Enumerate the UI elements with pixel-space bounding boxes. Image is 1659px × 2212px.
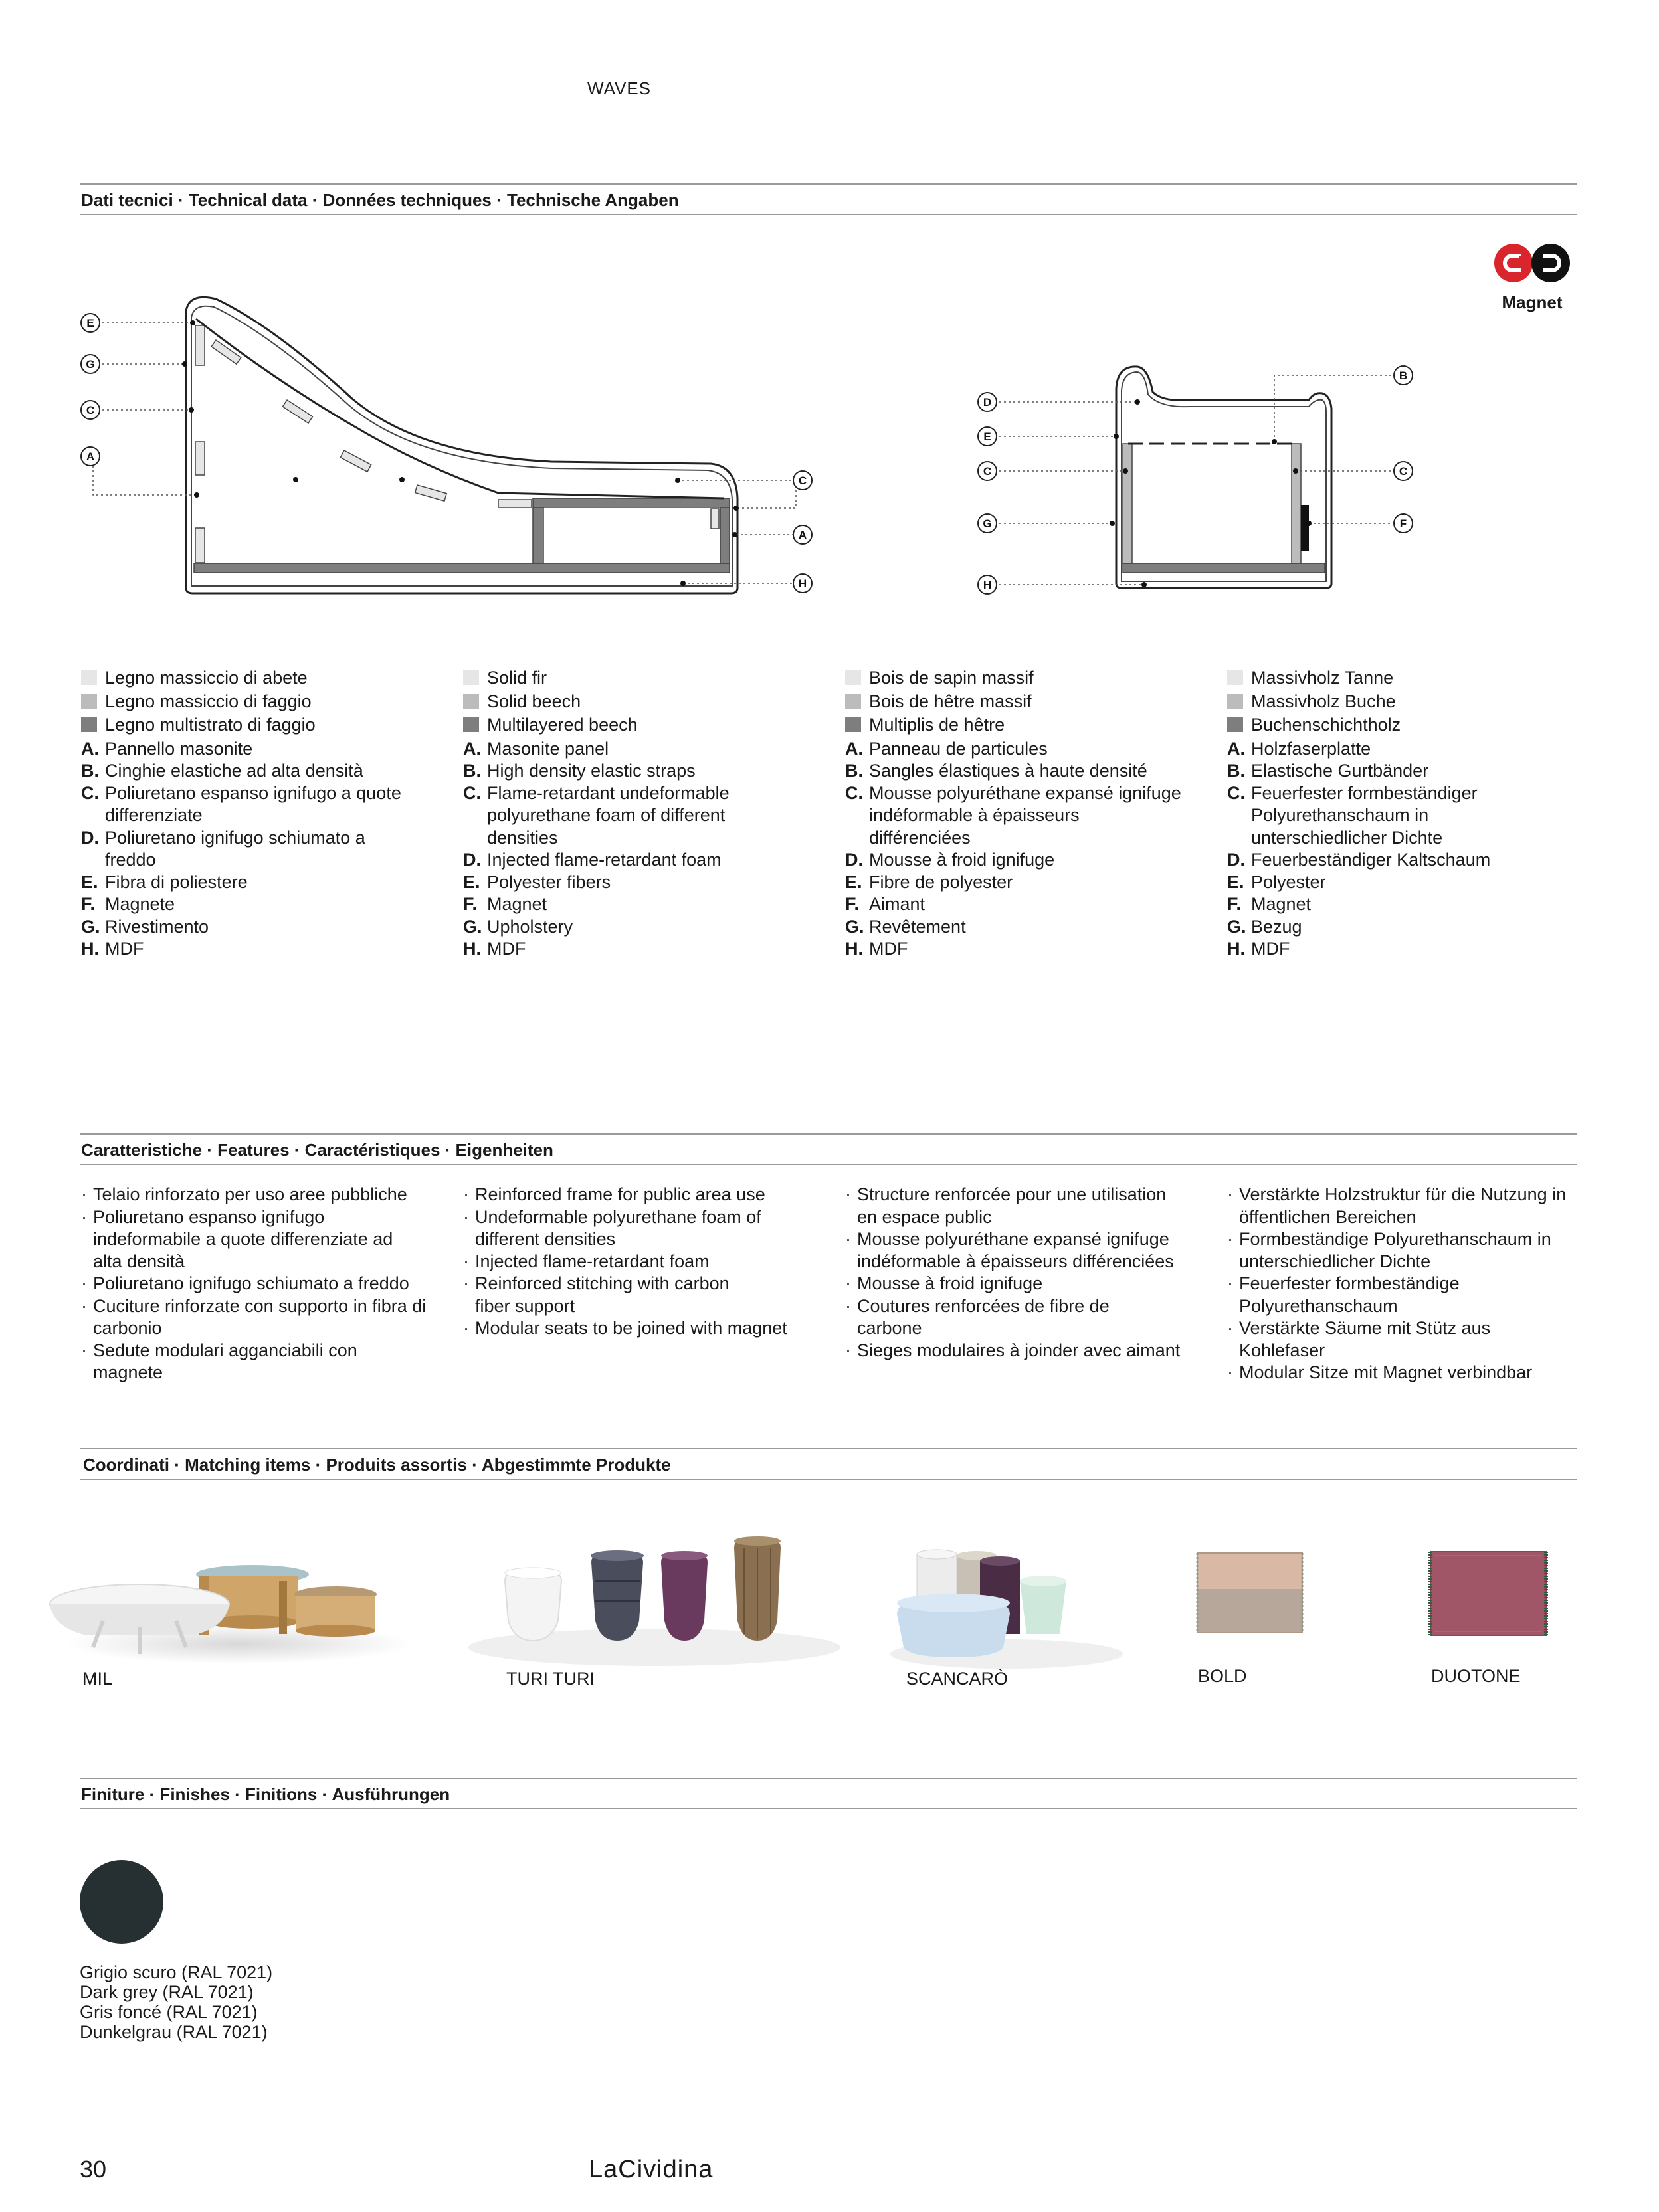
legend-item: Legno massiccio di faggio [105, 691, 312, 711]
legend-item: Bois de hêtre massif [869, 691, 1032, 711]
side-section-diagram [73, 286, 837, 604]
swatch-multilayer [1227, 717, 1243, 732]
legend-column-fr: Bois de sapin massif Bois de hêtre massif Multiplis de hêtre A. Panneau de particules B. Sangles élastiques à haute densité C. Mousse polyuréthane expansé ignifuge indéformable à épaisseurs différenciées D. Mousse à froid ignifuge E. Fibre de polyester F. Aimant G. Revêtement H. MDF [845, 667, 1204, 961]
section-rule-top [80, 1133, 1577, 1135]
product-label-scancaro: SCANCARÒ [906, 1669, 1009, 1689]
finish-swatch-dark-grey[interactable] [80, 1860, 163, 1944]
legend-item: Cinghie elastiche ad alta densità [105, 761, 363, 781]
product-label-bold: BOLD [1198, 1666, 1247, 1686]
legend-item: Fibra di poliestere [105, 872, 248, 892]
feature-item: Coutures renforcées de fibre de carbone [857, 1295, 1110, 1338]
front-label-f: F [1399, 517, 1407, 530]
legend-item: Rivestimento [105, 916, 209, 937]
swatch-multilayer [463, 717, 479, 732]
features-column-de: · Verstärkte Holzstruktur für die Nutzung in öffentlichen Bereichen · Formbeständige Polyurethanschaum in unterschiedlicher Dichte · Feuerfester formbeständige Polyurethanschaum · Verstärkte Säume mit Stütz aus Kohlefaser · Modular Sitze mit Magnet verbindbar [1227, 1184, 1579, 1384]
product-image-turi-turi [452, 1508, 857, 1674]
features-column-fr: · Structure renforcée pour une utilisation en espace public · Mousse polyuréthane expansé ignifuge indéformable à épaisseurs différenciées · Mousse à froid ignifuge · Coutures renforcées de fibre de carbone · Sieges modulaires à joinder avec aimant [845, 1184, 1204, 1362]
legend-item: MDF [869, 939, 908, 959]
swatch-beech [463, 694, 479, 709]
legend-item: Revêtement [869, 916, 966, 937]
legend-item: Feuerfester formbeständiger Polyurethanschaum in unterschiedlicher Dichte [1251, 783, 1478, 848]
side-label-a2: A [798, 529, 807, 541]
legend-item: Poliuretano ignifugo schiumato a freddo [105, 827, 365, 870]
feature-item: Sieges modulaires à joinder avec aimant [857, 1340, 1181, 1360]
legend-item: Injected flame-retardant foam [487, 850, 722, 870]
front-section-diagram [963, 352, 1428, 604]
product-image-scancaro [884, 1534, 1129, 1674]
legend-item: Buchenschichtholz [1251, 715, 1401, 735]
feature-item: Verstärkte Säume mit Stütz aus Kohlefaser [1239, 1318, 1491, 1360]
legend-item: Polyester fibers [487, 872, 611, 892]
legend-item: Fibre de polyester [869, 872, 1013, 892]
legend-item: Legno multistrato di faggio [105, 715, 316, 735]
side-label-c: C [86, 404, 95, 416]
feature-item: Modular Sitze mit Magnet verbindbar [1239, 1362, 1533, 1382]
feature-item: Structure renforcée pour une utilisation en espace public [857, 1184, 1167, 1227]
feature-item: Injected flame-retardant foam [475, 1251, 710, 1271]
finish-label-fr: Gris foncé (RAL 7021) [80, 2002, 258, 2022]
feature-item: Verstärkte Holzstruktur für die Nutzung in öffentlichen Bereichen [1239, 1184, 1567, 1227]
swatch-multilayer [81, 717, 97, 732]
features-column-en: · Reinforced frame for public area use · Undeformable polyurethane foam of different densities · Injected flame-retardant foam · Reinforced stitching with carbon fiber support · Modular seats to be joined with magnet [463, 1184, 822, 1340]
section-rule-top [80, 1778, 1577, 1779]
section-rule-bottom [80, 1164, 1577, 1165]
product-image-duotone [1425, 1549, 1551, 1639]
feature-item: Cuciture rinforzate con supporto in fibra di carbonio [93, 1295, 427, 1338]
finish-label-de: Dunkelgrau (RAL 7021) [80, 2022, 268, 2042]
legend-item: Elastische Gurtbänder [1251, 761, 1429, 781]
legend-item: Polyester [1251, 872, 1326, 892]
page-header-title: WAVES [587, 78, 652, 98]
front-label-e: E [983, 430, 991, 443]
magnet-label: Magnet [1502, 292, 1563, 312]
front-label-d: D [983, 396, 992, 409]
side-label-h: H [798, 577, 807, 590]
front-label-c: C [983, 465, 992, 478]
finish-labels [80, 1962, 272, 2042]
section-title-finishes: Finiture · Finishes · Finitions · Ausführungen [81, 1784, 450, 1804]
legend-item: Flame-retardant undeformable polyurethane foam of different densities [487, 783, 730, 848]
legend-item: Multiplis de hêtre [869, 715, 1005, 735]
legend-item: Solid beech [487, 691, 581, 711]
magnet-icon [1494, 243, 1571, 283]
section-rule-top [80, 183, 1577, 185]
features-column-it: · Telaio rinforzato per uso aree pubbliche · Poliuretano espanso ignifugo indeformabile a quote differenziate ad alta densità · Poliuretano ignifugo schiumato a freddo · Cuciture rinforzate con supporto in fibra di carbonio · Sedute modulari agganciabili con magnete [81, 1184, 440, 1384]
side-label-a: A [86, 450, 95, 463]
swatch-multilayer [845, 717, 861, 732]
front-label-h: H [983, 579, 992, 591]
swatch-fir [1227, 670, 1243, 685]
legend-item: Bois de sapin massif [869, 668, 1034, 688]
feature-item: Mousse à froid ignifuge [857, 1273, 1043, 1293]
legend-column-en: Solid fir Solid beech Multilayered beech A. Masonite panel B. High density elastic straps C. Flame-retardant undeformable polyurethane foam of different densities D. Injected flame-retardant foam E. Polyester fibers F. Magnet G. Upholstery H. MDF [463, 667, 822, 961]
feature-item: Modular seats to be joined with magnet [475, 1318, 787, 1338]
product-image-mil [40, 1521, 412, 1674]
legend-item: Masonite panel [487, 738, 609, 759]
side-label-e: E [86, 317, 94, 329]
front-label-c2: C [1399, 465, 1408, 478]
feature-item: Telaio rinforzato per uso aree pubbliche [93, 1184, 407, 1204]
swatch-fir [463, 670, 479, 685]
product-label-mil: MIL [82, 1669, 113, 1689]
product-label-duotone: DUOTONE [1431, 1666, 1521, 1686]
swatch-fir [81, 670, 97, 685]
legend-item: Pannello masonite [105, 738, 253, 759]
feature-item: Mousse polyuréthane expansé ignifuge indéformable à épaisseurs différenciées [857, 1229, 1174, 1271]
swatch-beech [845, 694, 861, 709]
swatch-fir [845, 670, 861, 685]
legend-item: MDF [1251, 939, 1290, 959]
section-rule-bottom [80, 1479, 1577, 1480]
swatch-beech [1227, 694, 1243, 709]
legend-item: Legno massiccio di abete [105, 668, 308, 688]
legend-item: Bezug [1251, 916, 1302, 937]
section-rule-bottom [80, 214, 1577, 215]
page-number: 30 [80, 2156, 107, 2183]
section-title-technical: Dati tecnici · Technical data · Données techniques · Technische Angaben [81, 190, 679, 210]
finish-label-it: Grigio scuro (RAL 7021) [80, 1962, 273, 1982]
section-rule-top [80, 1448, 1577, 1449]
legend-item: Upholstery [487, 916, 573, 937]
legend-item: Feuerbeständiger Kaltschaum [1251, 850, 1491, 870]
legend-column-de: Massivholz Tanne Massivholz Buche Buchenschichtholz A. Holzfaserplatte B. Elastische Gurtbänder C. Feuerfester formbeständiger Polyurethanschaum in unterschiedlicher Dichte D. Feuerbeständiger Kaltschaum E. Polyester F. Magnet G. Bezug H. MDF [1227, 667, 1586, 961]
finish-label-en: Dark grey (RAL 7021) [80, 1982, 254, 2002]
section-title-features: Caratteristiche · Features · Caractéristiques · Eigenheiten [81, 1140, 553, 1160]
feature-item: Sedute modulari agganciabili con magnete [93, 1340, 357, 1382]
feature-item: Reinforced stitching with carbon fiber support [475, 1273, 730, 1316]
feature-item: Undeformable polyurethane foam of different densities [475, 1206, 761, 1249]
feature-item: Poliuretano ignifugo schiumato a freddo [93, 1273, 409, 1293]
swatch-beech [81, 694, 97, 709]
legend-item: Sangles élastiques à haute densité [869, 761, 1147, 781]
legend-item: Mousse à froid ignifuge [869, 850, 1055, 870]
front-label-g: G [983, 517, 992, 530]
legend-item: MDF [487, 939, 526, 959]
product-image-bold [1193, 1550, 1306, 1637]
legend-item: Magnet [1251, 894, 1312, 914]
legend-item: MDF [105, 939, 144, 959]
legend-item: Magnete [105, 894, 175, 914]
legend-item: Solid fir [487, 668, 547, 688]
legend-item: Panneau de particules [869, 738, 1048, 759]
legend-item: Magnet [487, 894, 547, 914]
legend-item: High density elastic straps [487, 761, 696, 781]
side-label-g: G [86, 358, 95, 371]
legend-item: Mousse polyuréthane expansé ignifuge indéformable à épaisseurs différenciées [869, 783, 1181, 848]
legend-item: Massivholz Buche [1251, 691, 1396, 711]
legend-item: Holzfaserplatte [1251, 738, 1371, 759]
side-label-c2: C [798, 474, 807, 487]
feature-item: Poliuretano espanso ignifugo indeformabile a quote differenziate ad alta densità [93, 1206, 393, 1271]
legend-item: Massivholz Tanne [1251, 668, 1394, 688]
brand-name: LaCividina [589, 2156, 714, 2183]
front-label-b: B [1399, 369, 1408, 382]
legend-item: Poliuretano espanso ignifugo a quote differenziate [105, 783, 401, 825]
section-title-matching: Coordinati · Matching items · Produits assortis · Abgestimmte Produkte [83, 1455, 671, 1475]
legend-column-it: Legno massiccio di abete Legno massiccio di faggio Legno multistrato di faggio A. Pannello masonite B. Cinghie elastiche ad alta densità C. Poliuretano espanso ignifugo a quote differenziate D. Poliuretano ignifugo schiumato a freddo E. Fibra di poliestere F. Magnete G. Rivestimento H. MDF [81, 667, 440, 961]
legend-item: Aimant [869, 894, 926, 914]
feature-item: Reinforced frame for public area use [475, 1184, 765, 1204]
legend-item: Multilayered beech [487, 715, 638, 735]
product-label-turi-turi: TURI TURI [506, 1669, 595, 1689]
feature-item: Feuerfester formbeständige Polyurethanschaum [1239, 1273, 1460, 1316]
section-rule-bottom [80, 1808, 1577, 1809]
feature-item: Formbeständige Polyurethanschaum in unterschiedlicher Dichte [1239, 1229, 1551, 1271]
